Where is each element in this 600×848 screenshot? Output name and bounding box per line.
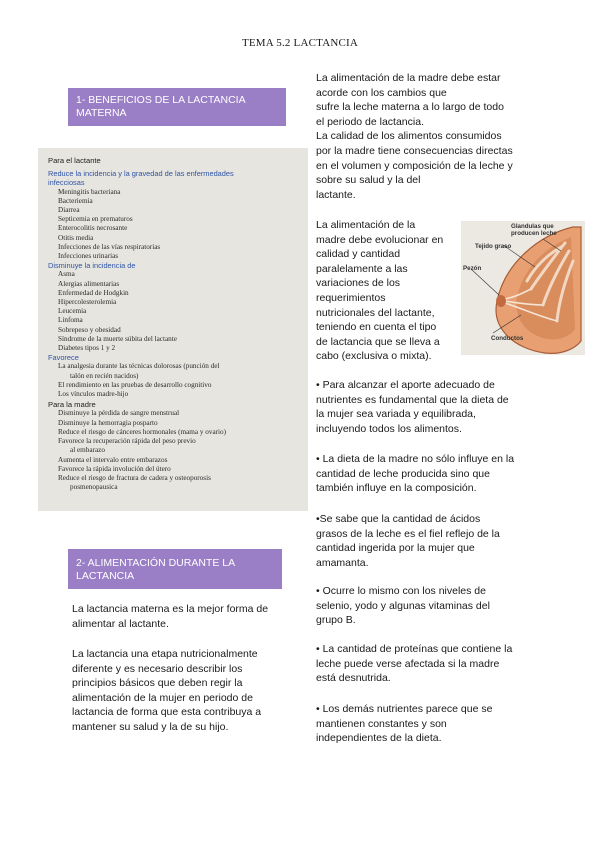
label-fat-tissue: Tejido graso: [475, 243, 512, 250]
text-line: madre debe evolucionar en: [316, 233, 444, 246]
label-glands: [511, 223, 557, 237]
table-item: Linfoma: [58, 316, 83, 325]
left-paragraph: [72, 647, 292, 735]
text-line: mantienen constantes y son: [316, 717, 447, 730]
table-item: Diabetes tipos 1 y 2: [58, 344, 116, 353]
text-line: lactante.: [316, 188, 356, 201]
text-line: • Para alcanzar el aporte adecuado de: [316, 379, 495, 391]
text-line: mantener su salud y la de su hijo.: [72, 720, 229, 733]
bullet-paragraph: [316, 378, 556, 436]
table-item: Favorece la recuperación rápida del peso previo: [58, 437, 196, 446]
bullet-paragraph: [316, 452, 556, 496]
text-line: en el volumen y composición de la leche y: [316, 159, 513, 172]
right-paragraph: [316, 218, 460, 364]
text-line: lactancia de forma que esta contribuya a: [72, 706, 262, 719]
text-line: la mujer sea variada y equilibrada,: [316, 408, 476, 421]
section-header-nutrition: [68, 549, 282, 589]
text-line: alimentación de la mujer en periodo de: [72, 691, 253, 704]
text-line: La lactancia materna es la mejor forma de: [72, 603, 269, 615]
text-line: La alimentación de la: [316, 219, 416, 231]
text-line: por la madre tiene consecuencias directas: [316, 144, 513, 157]
benefits-table: [38, 148, 308, 511]
bullet-paragraph: [316, 702, 556, 746]
text-line: selenio, yodo y algunas vitaminas del: [316, 599, 490, 612]
breast-anatomy-illustration: [461, 221, 585, 355]
text-line: calidad y cantidad: [316, 248, 401, 261]
table-item: Síndrome de la muerte súbita del lactante: [58, 334, 177, 343]
text-line: grupo B.: [316, 614, 356, 627]
bullet-paragraph: [316, 642, 556, 686]
text-line: teniendo en cuenta el tipo: [316, 321, 437, 334]
text-line: el periodo de lactancia.: [316, 115, 424, 128]
text-line: requerimientos: [316, 291, 386, 304]
text-line: La calidad de los alimentos consumidos: [316, 130, 502, 143]
text-line: nutricionales del lactante,: [316, 306, 435, 319]
table-category: Favorece: [48, 353, 79, 363]
text-line: leche puede verse afectada si la madre: [316, 657, 500, 670]
table-category: Disminuye la incidencia de: [48, 261, 136, 271]
text-line: está desnutrida.: [316, 672, 391, 685]
table-category: Para la madre: [48, 400, 96, 410]
text-line: sufre la leche materna a lo largo de todo: [316, 101, 504, 114]
text-line: alimentar al lactante.: [72, 617, 169, 630]
table-item: Septicemia en prematuros: [58, 215, 133, 224]
table-item: Disminuye la hemorragia posparto: [58, 418, 158, 427]
section-header-line: 2- ALIMENTACIÓN DURANTE LA: [76, 557, 236, 569]
text-line: • Los demás nutrientes parece que se: [316, 703, 493, 715]
table-item: La analgesia durante las técnicas dolorosas (punción del: [58, 362, 220, 371]
table-item: Bacteriemia: [58, 196, 93, 205]
text-line: también influye en la composición.: [316, 482, 477, 495]
label-ducts: Conductos: [491, 335, 524, 342]
text-line: paralelamente a las: [316, 262, 408, 275]
left-paragraph: [72, 602, 292, 631]
text-line: variaciones de los: [316, 277, 401, 290]
text-line: • La cantidad de proteínas que contiene la: [316, 643, 513, 655]
table-item: Reduce el riesgo de cánceres hormonales (mama y ovario): [58, 427, 227, 436]
right-paragraph: [316, 71, 534, 202]
table-item: posmenopausica: [70, 483, 118, 492]
table-item: Hipercolesterolemia: [58, 298, 117, 307]
section-header-line: 1- BENEFICIOS DE LA LACTANCIA: [76, 94, 246, 106]
table-item: Sobrepeso y obesidad: [58, 325, 121, 334]
text-line: de lactancia que se lleva a: [316, 335, 440, 348]
table-item: talón en recién nacidos): [70, 371, 139, 380]
table-item: Aumenta el intervalo entre embarazos: [58, 455, 168, 464]
text-line: nutrientes es fundamental que la dieta de: [316, 393, 509, 406]
text-line: cabo (exclusiva o mixta).: [316, 350, 432, 363]
table-item: Infecciones de las vías respiratorias: [58, 242, 161, 251]
table-item: Meningitis bacteriana: [58, 187, 121, 196]
text-line: La alimentación de la madre debe estar: [316, 72, 501, 84]
text-line: • Ocurre lo mismo con los niveles de: [316, 585, 486, 597]
table-item: Diarrea: [58, 206, 80, 215]
text-line: •Se sabe que la cantidad de ácidos: [316, 513, 481, 525]
label-line: producen leche: [511, 230, 557, 237]
table-item: Alergias alimentarias: [58, 279, 120, 288]
text-line: • La dieta de la madre no sólo influye en la: [316, 453, 515, 465]
table-item: Asma: [58, 270, 75, 279]
section-header-benefits: [68, 88, 286, 126]
text-line: amamanta.: [316, 556, 369, 569]
text-line: cantidad ingerida por la mujer que: [316, 542, 475, 555]
text-line: sobre su salud y la del: [316, 174, 421, 187]
table-item: Infecciones urinarias: [58, 252, 119, 261]
label-line: Glandulas que: [511, 223, 554, 230]
section-header-line: MATERNA: [76, 107, 127, 119]
section-header-line: LACTANCIA: [76, 570, 135, 582]
text-line: cantidad de leche producida sino que: [316, 467, 490, 480]
table-item: Reduce el riesgo de fractura de cadera y osteoporosis: [58, 473, 211, 482]
table-item: Enfermedad de Hodgkin: [58, 288, 129, 297]
table-item: Otitis media: [58, 233, 94, 242]
table-item: al embarazo: [70, 446, 105, 455]
bullet-paragraph: [316, 512, 556, 570]
table-header: Para el lactante: [48, 156, 101, 165]
table-item: El rendimiento en las pruebas de desarrollo cognitivo: [58, 380, 212, 389]
table-category: infecciosas: [48, 178, 85, 188]
text-line: La lactancia una etapa nutricionalmente: [72, 648, 258, 660]
text-line: acorde con los cambios que: [316, 86, 447, 99]
table-item: Enterocolitis necrosante: [58, 224, 128, 233]
table-item: Los vínculos madre-hijo: [58, 390, 129, 399]
bullet-paragraph: [316, 584, 556, 628]
table-item: Disminuye la pérdida de sangre menstrual: [58, 409, 180, 418]
table-item: Favorece la rápida involución del útero: [58, 464, 171, 473]
text-line: grasos de la leche es el fiel reflejo de la: [316, 527, 500, 540]
text-line: principios básicos que deben regir la: [72, 677, 243, 690]
text-line: independientes de la dieta.: [316, 732, 442, 745]
label-nipple: Pezón: [463, 265, 482, 272]
page-title: TEMA 5.2 LACTANCIA: [241, 37, 359, 49]
text-line: incluyendo todos los alimentos.: [316, 422, 462, 435]
table-category: Reduce la incidencia y la gravedad de las enfermedades: [48, 169, 234, 179]
text-line: diferente y es necesario describir los: [72, 662, 243, 675]
table-item: Leucemia: [58, 307, 87, 316]
